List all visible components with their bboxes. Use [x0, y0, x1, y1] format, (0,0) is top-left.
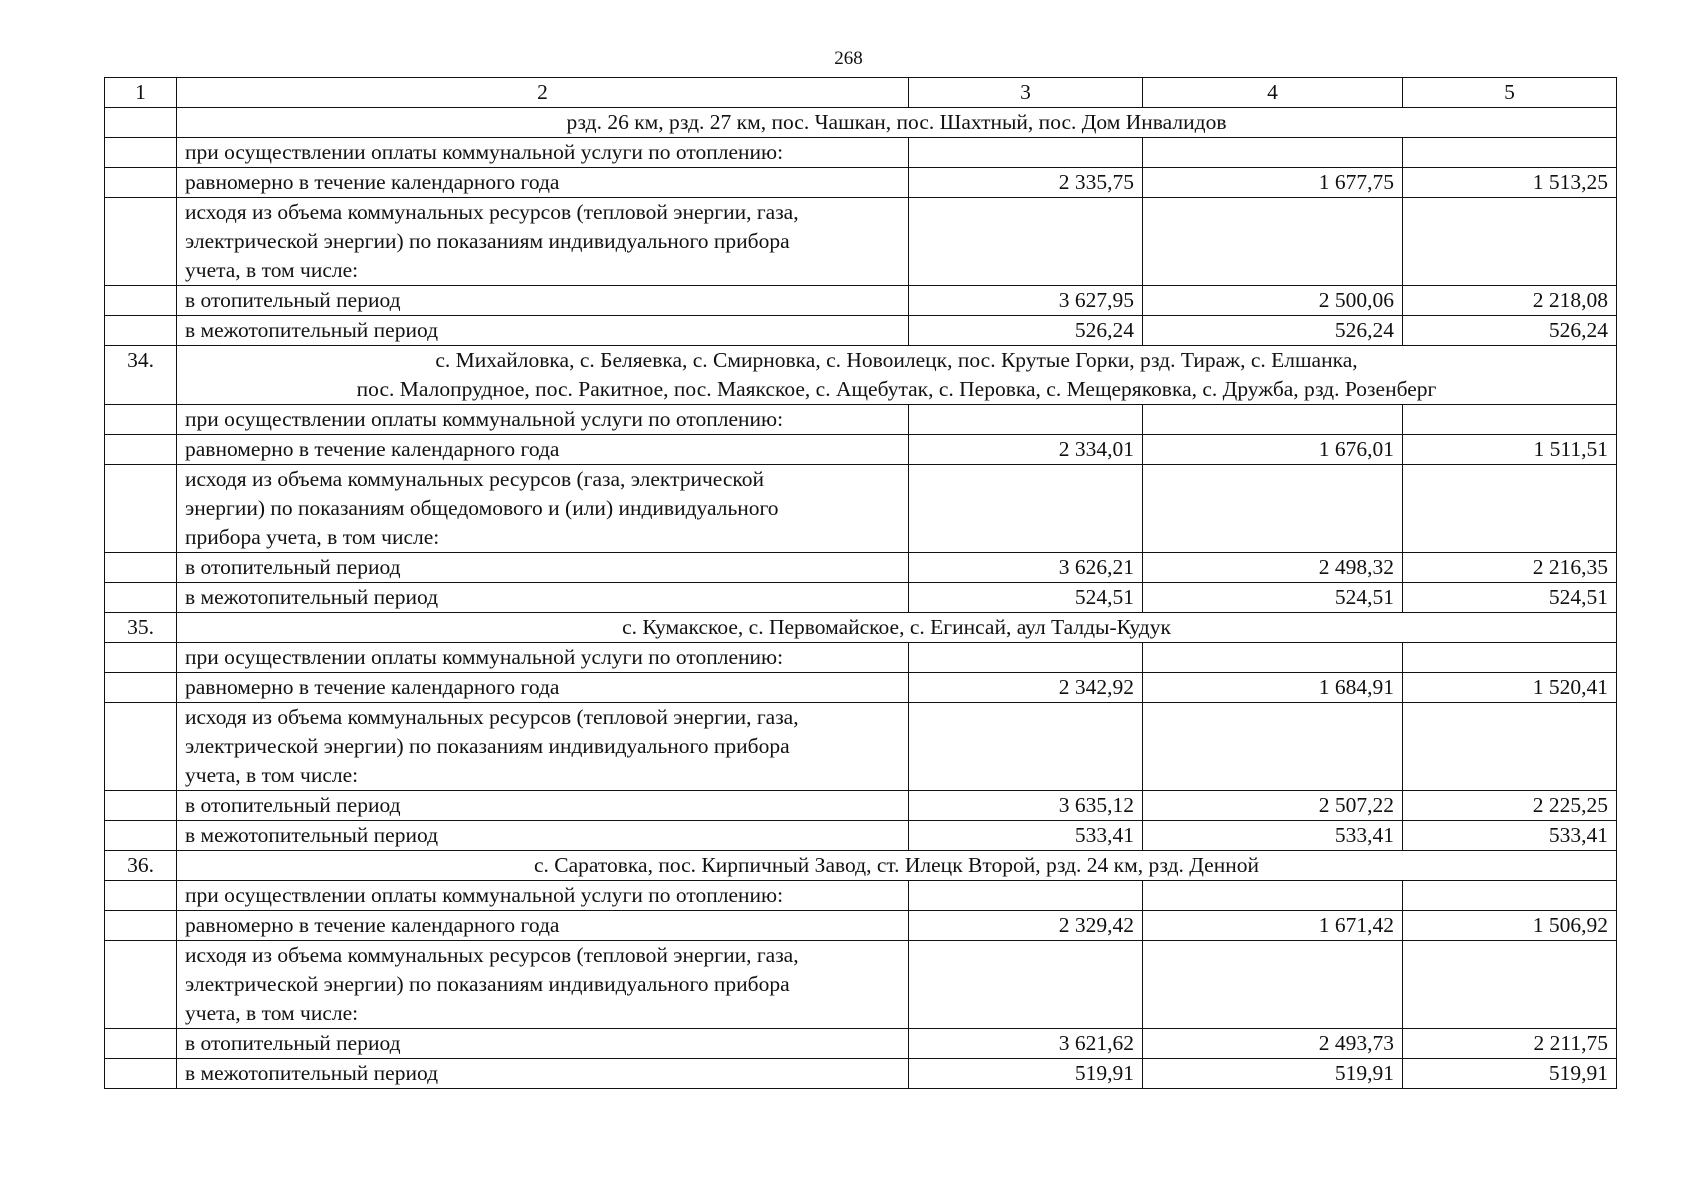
value-col-3: 519,91: [909, 1059, 1143, 1089]
value-col-3: 3 635,12: [909, 791, 1143, 821]
row-description: [177, 198, 909, 286]
text-line: электрической энергии) по показаниям индивидуального прибора: [185, 972, 790, 996]
text-line: в отопительный период: [185, 555, 401, 579]
locality-names: [177, 851, 1617, 881]
value-col-4: 526,24: [1143, 316, 1403, 346]
value-col-5: 2 218,08: [1403, 286, 1617, 316]
text-line: учета, в том числе:: [185, 763, 359, 787]
table-row: [105, 881, 1617, 911]
value-col-5: 2 211,75: [1403, 1029, 1617, 1059]
text-line: в межотопительный период: [185, 1061, 439, 1085]
row-description: [177, 168, 909, 198]
page-number: 268: [834, 48, 863, 69]
row-number: 36.: [105, 851, 177, 881]
row-number: [105, 1029, 177, 1059]
value-col-3: 524,51: [909, 583, 1143, 613]
row-number: [105, 435, 177, 465]
value-col-3: 2 329,42: [909, 911, 1143, 941]
value-col-4: [1143, 643, 1403, 673]
value-col-3: 3 626,21: [909, 553, 1143, 583]
value-col-4: 1 684,91: [1143, 673, 1403, 703]
header-cell-1: 1: [105, 78, 177, 108]
row-number: [105, 881, 177, 911]
text-line: прибора учета, в том числе:: [185, 525, 440, 549]
header-cell-2: 2: [177, 78, 909, 108]
row-description: [177, 1029, 909, 1059]
text-line: учета, в том числе:: [185, 1001, 359, 1025]
table-row: [105, 553, 1617, 583]
text-line: в межотопительный период: [185, 318, 439, 342]
value-col-4: 2 498,32: [1143, 553, 1403, 583]
row-description: [177, 941, 909, 1029]
locality-names: [177, 108, 1617, 138]
row-description: [177, 911, 909, 941]
row-number: [105, 643, 177, 673]
row-number: [105, 583, 177, 613]
table-row: [105, 911, 1617, 941]
text-line: в межотопительный период: [185, 585, 439, 609]
value-col-4: 1 677,75: [1143, 168, 1403, 198]
table-row: [105, 941, 1617, 1029]
value-col-3: 2 342,92: [909, 673, 1143, 703]
value-col-5: [1403, 881, 1617, 911]
row-number: 34.: [105, 346, 177, 405]
text-line: в отопительный период: [185, 793, 401, 817]
row-description: [177, 791, 909, 821]
row-description: [177, 643, 909, 673]
value-col-4: 2 493,73: [1143, 1029, 1403, 1059]
row-number: [105, 108, 177, 138]
value-col-5: 526,24: [1403, 316, 1617, 346]
value-col-5: 1 513,25: [1403, 168, 1617, 198]
value-col-4: [1143, 703, 1403, 791]
value-col-3: 3 621,62: [909, 1029, 1143, 1059]
table-row: [105, 435, 1617, 465]
value-col-5: 1 520,41: [1403, 673, 1617, 703]
text-line: исходя из объема коммунальных ресурсов (тепловой энергии, газа,: [185, 705, 799, 729]
value-col-3: [909, 703, 1143, 791]
locality-names: [177, 346, 1617, 405]
value-col-3: [909, 941, 1143, 1029]
text-line: при осуществлении оплаты коммунальной услуги по отоплению:: [185, 645, 784, 669]
locality-row: [105, 851, 1617, 881]
header-cell-4: 4: [1143, 78, 1403, 108]
row-description: [177, 703, 909, 791]
table-row: [105, 643, 1617, 673]
locality-row: [105, 108, 1617, 138]
value-col-3: [909, 881, 1143, 911]
value-col-5: [1403, 138, 1617, 168]
table-row: [105, 791, 1617, 821]
value-col-5: [1403, 198, 1617, 286]
header-cell-3: 3: [909, 78, 1143, 108]
row-number: [105, 168, 177, 198]
row-number: [105, 138, 177, 168]
text-line: исходя из объема коммунальных ресурсов (тепловой энергии, газа,: [185, 200, 799, 224]
row-number: [105, 316, 177, 346]
value-col-3: 533,41: [909, 821, 1143, 851]
row-description: [177, 1059, 909, 1089]
row-number: [105, 1059, 177, 1089]
row-description: [177, 138, 909, 168]
row-number: [105, 791, 177, 821]
text-line: электрической энергии) по показаниям индивидуального прибора: [185, 229, 790, 253]
table-row: [105, 583, 1617, 613]
row-description: [177, 316, 909, 346]
table-row: [105, 168, 1617, 198]
row-description: [177, 286, 909, 316]
value-col-3: [909, 405, 1143, 435]
value-col-5: 1 506,92: [1403, 911, 1617, 941]
value-col-5: 519,91: [1403, 1059, 1617, 1089]
row-number: [105, 673, 177, 703]
table-row: [105, 1059, 1617, 1089]
value-col-3: 2 334,01: [909, 435, 1143, 465]
value-col-3: [909, 465, 1143, 553]
locality-names: [177, 613, 1617, 643]
row-description: [177, 435, 909, 465]
text-line: в отопительный период: [185, 1031, 401, 1055]
value-col-4: [1143, 881, 1403, 911]
tariff-table: [104, 77, 1617, 1089]
table-row: [105, 405, 1617, 435]
header-row: [105, 78, 1617, 108]
text-line: при осуществлении оплаты коммунальной услуги по отоплению:: [185, 140, 784, 164]
row-description: [177, 465, 909, 553]
value-col-5: [1403, 405, 1617, 435]
locality-row: [105, 346, 1617, 405]
value-col-4: 2 500,06: [1143, 286, 1403, 316]
value-col-3: [909, 198, 1143, 286]
value-col-5: 533,41: [1403, 821, 1617, 851]
value-col-5: 1 511,51: [1403, 435, 1617, 465]
text-line: с. Михайловка, с. Беляевка, с. Смирновка, с. Новоилецк, пос. Крутые Горки, рзд. Тираж, с. Елшанка,: [435, 348, 1358, 372]
text-line: рзд. 26 км, рзд. 27 км, пос. Чашкан, пос. Шахтный, пос. Дом Инвалидов: [566, 110, 1227, 134]
text-line: энергии) по показаниям общедомового и (или) индивидуального: [185, 496, 779, 520]
row-description: [177, 821, 909, 851]
value-col-4: 533,41: [1143, 821, 1403, 851]
value-col-3: [909, 643, 1143, 673]
text-line: равномерно в течение календарного года: [185, 675, 560, 699]
text-line: в отопительный период: [185, 288, 401, 312]
value-col-5: 524,51: [1403, 583, 1617, 613]
value-col-4: [1143, 198, 1403, 286]
text-line: исходя из объема коммунальных ресурсов (тепловой энергии, газа,: [185, 943, 799, 967]
text-line: исходя из объема коммунальных ресурсов (газа, электрической: [185, 467, 765, 491]
value-col-4: 524,51: [1143, 583, 1403, 613]
table-row: [105, 286, 1617, 316]
table-row: [105, 821, 1617, 851]
row-description: [177, 881, 909, 911]
header-cell-5: 5: [1403, 78, 1617, 108]
value-col-4: 2 507,22: [1143, 791, 1403, 821]
text-line: с. Саратовка, пос. Кирпичный Завод, ст. Илецк Второй, рзд. 24 км, рзд. Денной: [534, 853, 1259, 877]
row-number: [105, 198, 177, 286]
row-number: [105, 465, 177, 553]
row-number: [105, 405, 177, 435]
value-col-5: [1403, 703, 1617, 791]
row-description: [177, 553, 909, 583]
row-number: [105, 821, 177, 851]
value-col-3: [909, 138, 1143, 168]
table-row: [105, 465, 1617, 553]
text-line: пос. Малопрудное, пос. Ракитное, пос. Маякское, с. Ащебутак, с. Перовка, с. Мещеряковка, с. Дружба, рзд. Розенберг: [356, 377, 1437, 401]
text-line: в межотопительный период: [185, 823, 439, 847]
value-col-3: 526,24: [909, 316, 1143, 346]
row-number: [105, 553, 177, 583]
row-description: [177, 673, 909, 703]
text-line: учета, в том числе:: [185, 258, 359, 282]
row-description: [177, 583, 909, 613]
row-number: [105, 941, 177, 1029]
value-col-3: 2 335,75: [909, 168, 1143, 198]
value-col-5: [1403, 941, 1617, 1029]
text-line: с. Кумакское, с. Первомайское, с. Егинсай, аул Талды-Кудук: [622, 615, 1171, 639]
value-col-4: [1143, 941, 1403, 1029]
table-row: [105, 138, 1617, 168]
table-row: [105, 316, 1617, 346]
row-description: [177, 405, 909, 435]
text-line: равномерно в течение календарного года: [185, 913, 560, 937]
table-row: [105, 673, 1617, 703]
value-col-4: 1 676,01: [1143, 435, 1403, 465]
value-col-4: [1143, 138, 1403, 168]
row-number: [105, 911, 177, 941]
table-row: [105, 703, 1617, 791]
value-col-4: [1143, 405, 1403, 435]
value-col-5: [1403, 643, 1617, 673]
value-col-5: [1403, 465, 1617, 553]
row-number: [105, 703, 177, 791]
row-number: [105, 286, 177, 316]
value-col-4: 519,91: [1143, 1059, 1403, 1089]
text-line: электрической энергии) по показаниям индивидуального прибора: [185, 734, 790, 758]
table-row: [105, 1029, 1617, 1059]
locality-row: [105, 613, 1617, 643]
text-line: равномерно в течение календарного года: [185, 437, 560, 461]
value-col-5: 2 225,25: [1403, 791, 1617, 821]
text-line: при осуществлении оплаты коммунальной услуги по отоплению:: [185, 407, 784, 431]
table-row: [105, 198, 1617, 286]
row-number: 35.: [105, 613, 177, 643]
text-line: при осуществлении оплаты коммунальной услуги по отоплению:: [185, 883, 784, 907]
value-col-5: 2 216,35: [1403, 553, 1617, 583]
text-line: равномерно в течение календарного года: [185, 170, 560, 194]
value-col-3: 3 627,95: [909, 286, 1143, 316]
value-col-4: [1143, 465, 1403, 553]
value-col-4: 1 671,42: [1143, 911, 1403, 941]
